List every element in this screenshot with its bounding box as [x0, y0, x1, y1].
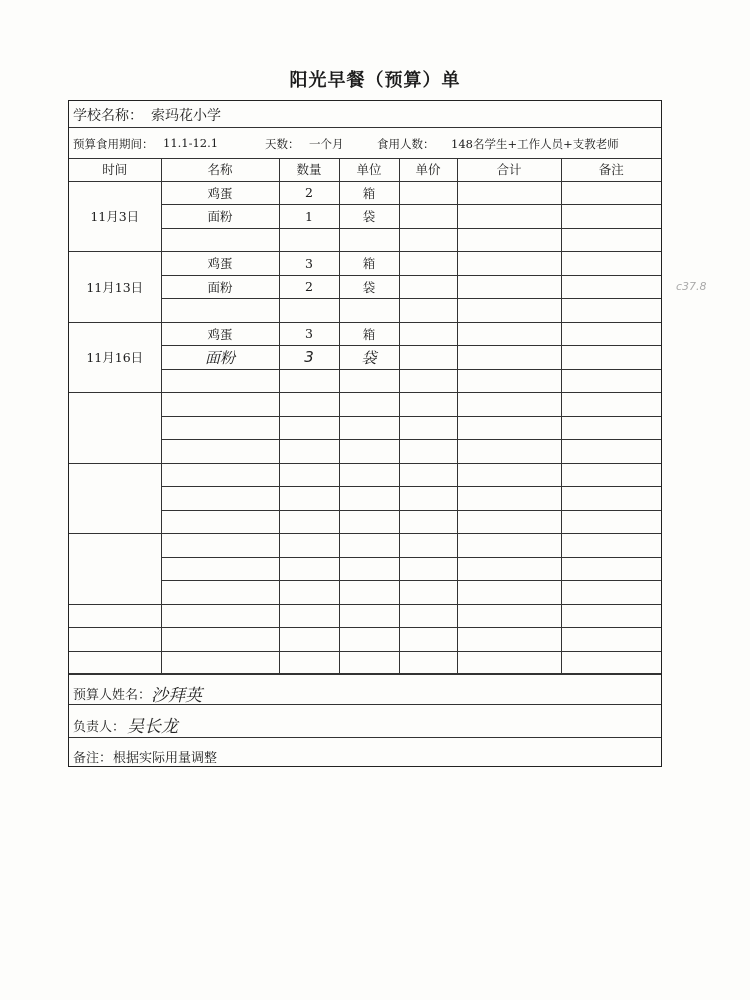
- item-name-cell: [161, 651, 279, 675]
- unit-cell: [339, 393, 399, 417]
- total-cell: [457, 604, 561, 628]
- quantity-cell: [279, 252, 339, 276]
- total-cell: [457, 205, 561, 229]
- divider: [69, 737, 661, 738]
- period-label: 预算食用期间：: [73, 137, 154, 151]
- remark-cell: [561, 205, 661, 229]
- divider: [69, 673, 661, 674]
- date-cell: [69, 534, 161, 605]
- unit-cell: [339, 534, 399, 558]
- total-cell: [457, 628, 561, 652]
- unit-cell: [339, 651, 399, 675]
- page-title: 阳光早餐（预算）单: [289, 70, 461, 91]
- total-cell: [457, 557, 561, 581]
- unit-cell: [339, 510, 399, 534]
- table-row: [69, 322, 661, 346]
- unit-cell: [339, 181, 399, 205]
- date-cell: [69, 604, 161, 628]
- table-header-row: [69, 158, 661, 181]
- total-cell: [457, 651, 561, 675]
- remark-cell: [561, 275, 661, 299]
- quantity-cell: [279, 510, 339, 534]
- item-name-cell: [161, 416, 279, 440]
- date-cell: [69, 463, 161, 534]
- table-row: [69, 181, 661, 205]
- quantity-cell: [279, 369, 339, 393]
- unit-price-cell: [399, 346, 457, 370]
- unit-cell: [339, 628, 399, 652]
- remark-cell: [561, 534, 661, 558]
- unit-price-cell: [399, 369, 457, 393]
- item-name-cell: [161, 534, 279, 558]
- unit-price-cell: [399, 181, 457, 205]
- item-name: 鸡蛋: [207, 185, 233, 201]
- unit-price-cell: [399, 651, 457, 675]
- remark-cell: [561, 346, 661, 370]
- margin-note: c37.8: [676, 280, 707, 293]
- quantity-cell: [279, 581, 339, 605]
- item-name-cell: [161, 393, 279, 417]
- total-cell: [457, 275, 561, 299]
- item-unit: 箱: [362, 326, 376, 342]
- unit-cell: [339, 228, 399, 252]
- divider: [69, 127, 661, 128]
- item-name-cell: [161, 628, 279, 652]
- table-row: [69, 651, 661, 675]
- total-cell: [457, 534, 561, 558]
- item-name-cell: [161, 228, 279, 252]
- unit-cell: [339, 604, 399, 628]
- item-name-cell: [161, 322, 279, 346]
- school-label: 学校名称：: [73, 108, 143, 124]
- remark-cell: [561, 510, 661, 534]
- date-cell: [69, 651, 161, 675]
- remark-cell: [561, 299, 661, 323]
- unit-price-cell: [399, 275, 457, 299]
- table-row: [69, 463, 661, 487]
- item-name: 面粉: [204, 348, 235, 367]
- table-row: [69, 628, 661, 652]
- unit-cell: [339, 275, 399, 299]
- total-cell: [457, 510, 561, 534]
- remark-cell: [561, 181, 661, 205]
- remark-cell: [561, 557, 661, 581]
- total-cell: [457, 440, 561, 464]
- period-value: 11.1-12.1: [163, 136, 219, 150]
- item-unit: 袋: [362, 209, 376, 225]
- remark-cell: [561, 604, 661, 628]
- unit-price-cell: [399, 299, 457, 323]
- quantity-cell: [279, 463, 339, 487]
- quantity-cell: [279, 651, 339, 675]
- unit-cell: [339, 205, 399, 229]
- quantity-cell: [279, 487, 339, 511]
- quantity-cell: [279, 440, 339, 464]
- school-name: 索玛花小学: [151, 108, 221, 124]
- preparer-label: 预算人姓名：: [73, 688, 152, 703]
- unit-cell: [339, 322, 399, 346]
- unit-price-cell: [399, 416, 457, 440]
- quantity-cell: [279, 557, 339, 581]
- remark-cell: [561, 487, 661, 511]
- item-unit: 箱: [362, 256, 376, 272]
- date-cell: 11月13日: [69, 252, 161, 323]
- days-label: 天数：: [265, 137, 300, 151]
- col-header-remark: 备注: [561, 158, 661, 181]
- unit-price-cell: [399, 393, 457, 417]
- unit-price-cell: [399, 252, 457, 276]
- remark-cell: [561, 416, 661, 440]
- unit-price-cell: [399, 463, 457, 487]
- item-quantity: 3: [304, 348, 314, 367]
- item-name-cell: [161, 181, 279, 205]
- remark-cell: [561, 581, 661, 605]
- remark-cell: [561, 322, 661, 346]
- unit-price-cell: [399, 534, 457, 558]
- unit-price-cell: [399, 228, 457, 252]
- remark-cell: [561, 463, 661, 487]
- col-header-total: 合计: [457, 158, 561, 181]
- col-header-name: 名称: [161, 158, 279, 181]
- table-row: [69, 534, 661, 558]
- item-name-cell: [161, 510, 279, 534]
- responsible-label: 负责人：: [73, 720, 126, 735]
- item-name-cell: [161, 463, 279, 487]
- total-cell: [457, 299, 561, 323]
- unit-cell: [339, 557, 399, 581]
- total-cell: [457, 252, 561, 276]
- preparer-signature: 沙拜英: [151, 686, 202, 706]
- item-name-cell: [161, 346, 279, 370]
- unit-price-cell: [399, 628, 457, 652]
- days-value: 一个月: [309, 137, 344, 151]
- unit-cell: [339, 346, 399, 370]
- unit-price-cell: [399, 322, 457, 346]
- quantity-cell: [279, 275, 339, 299]
- col-header-qty: 数量: [279, 158, 339, 181]
- responsible-signature: 吴长龙: [127, 717, 178, 737]
- table-row: [69, 252, 661, 276]
- total-cell: [457, 581, 561, 605]
- unit-cell: [339, 463, 399, 487]
- quantity-cell: [279, 416, 339, 440]
- item-name: 鸡蛋: [207, 326, 233, 342]
- remark-cell: [561, 651, 661, 675]
- item-quantity: 3: [305, 255, 313, 271]
- quantity-cell: [279, 322, 339, 346]
- unit-price-cell: [399, 581, 457, 605]
- date-cell: [69, 628, 161, 652]
- item-name-cell: [161, 275, 279, 299]
- total-cell: [457, 369, 561, 393]
- quantity-cell: [279, 299, 339, 323]
- col-header-time: 时间: [69, 158, 161, 181]
- date-cell: 11月3日: [69, 181, 161, 252]
- total-cell: [457, 487, 561, 511]
- total-cell: [457, 416, 561, 440]
- unit-cell: [339, 440, 399, 464]
- total-cell: [457, 393, 561, 417]
- remark-cell: [561, 393, 661, 417]
- item-name-cell: [161, 299, 279, 323]
- item-quantity: 2: [305, 279, 313, 295]
- unit-price-cell: [399, 557, 457, 581]
- people-label: 食用人数：: [377, 137, 435, 151]
- unit-price-cell: [399, 510, 457, 534]
- quantity-cell: [279, 228, 339, 252]
- quantity-cell: [279, 393, 339, 417]
- item-name-cell: [161, 487, 279, 511]
- item-unit: 袋: [361, 348, 377, 367]
- note-value: 根据实际用量调整: [113, 751, 218, 766]
- item-name-cell: [161, 369, 279, 393]
- unit-cell: [339, 369, 399, 393]
- item-name: 面粉: [207, 279, 233, 295]
- quantity-cell: [279, 604, 339, 628]
- unit-price-cell: [399, 604, 457, 628]
- unit-cell: [339, 299, 399, 323]
- item-name: 鸡蛋: [207, 256, 233, 272]
- note-label: 备注：: [73, 751, 113, 766]
- total-cell: [457, 346, 561, 370]
- quantity-cell: [279, 181, 339, 205]
- unit-cell: [339, 581, 399, 605]
- quantity-cell: [279, 628, 339, 652]
- item-name-cell: [161, 205, 279, 229]
- total-cell: [457, 463, 561, 487]
- total-cell: [457, 322, 561, 346]
- quantity-cell: [279, 205, 339, 229]
- item-name: 面粉: [207, 209, 233, 225]
- item-name-cell: [161, 252, 279, 276]
- unit-cell: [339, 487, 399, 511]
- total-cell: [457, 228, 561, 252]
- item-quantity: 2: [305, 185, 313, 201]
- quantity-cell: [279, 346, 339, 370]
- col-header-unit: 单位: [339, 158, 399, 181]
- budget-form: [68, 100, 662, 767]
- item-quantity: 1: [305, 208, 313, 224]
- date-cell: 11月16日: [69, 322, 161, 393]
- item-unit: 袋: [362, 279, 376, 295]
- remark-cell: [561, 228, 661, 252]
- unit-price-cell: [399, 487, 457, 511]
- item-quantity: 3: [305, 326, 313, 342]
- item-name-cell: [161, 581, 279, 605]
- table-row: [69, 604, 661, 628]
- unit-price-cell: [399, 205, 457, 229]
- unit-price-cell: [399, 440, 457, 464]
- remark-cell: [561, 369, 661, 393]
- people-value: 148名学生+工作人员+支教老师: [451, 137, 619, 151]
- unit-cell: [339, 252, 399, 276]
- table-row: [69, 393, 661, 417]
- date-cell: [69, 393, 161, 464]
- total-cell: [457, 181, 561, 205]
- item-name-cell: [161, 557, 279, 581]
- quantity-cell: [279, 534, 339, 558]
- item-name-cell: [161, 604, 279, 628]
- remark-cell: [561, 440, 661, 464]
- item-name-cell: [161, 440, 279, 464]
- budget-table: [69, 158, 661, 675]
- remark-cell: [561, 252, 661, 276]
- divider: [69, 704, 661, 705]
- remark-cell: [561, 628, 661, 652]
- item-unit: 箱: [362, 185, 376, 201]
- col-header-price: 单价: [399, 158, 457, 181]
- unit-cell: [339, 416, 399, 440]
